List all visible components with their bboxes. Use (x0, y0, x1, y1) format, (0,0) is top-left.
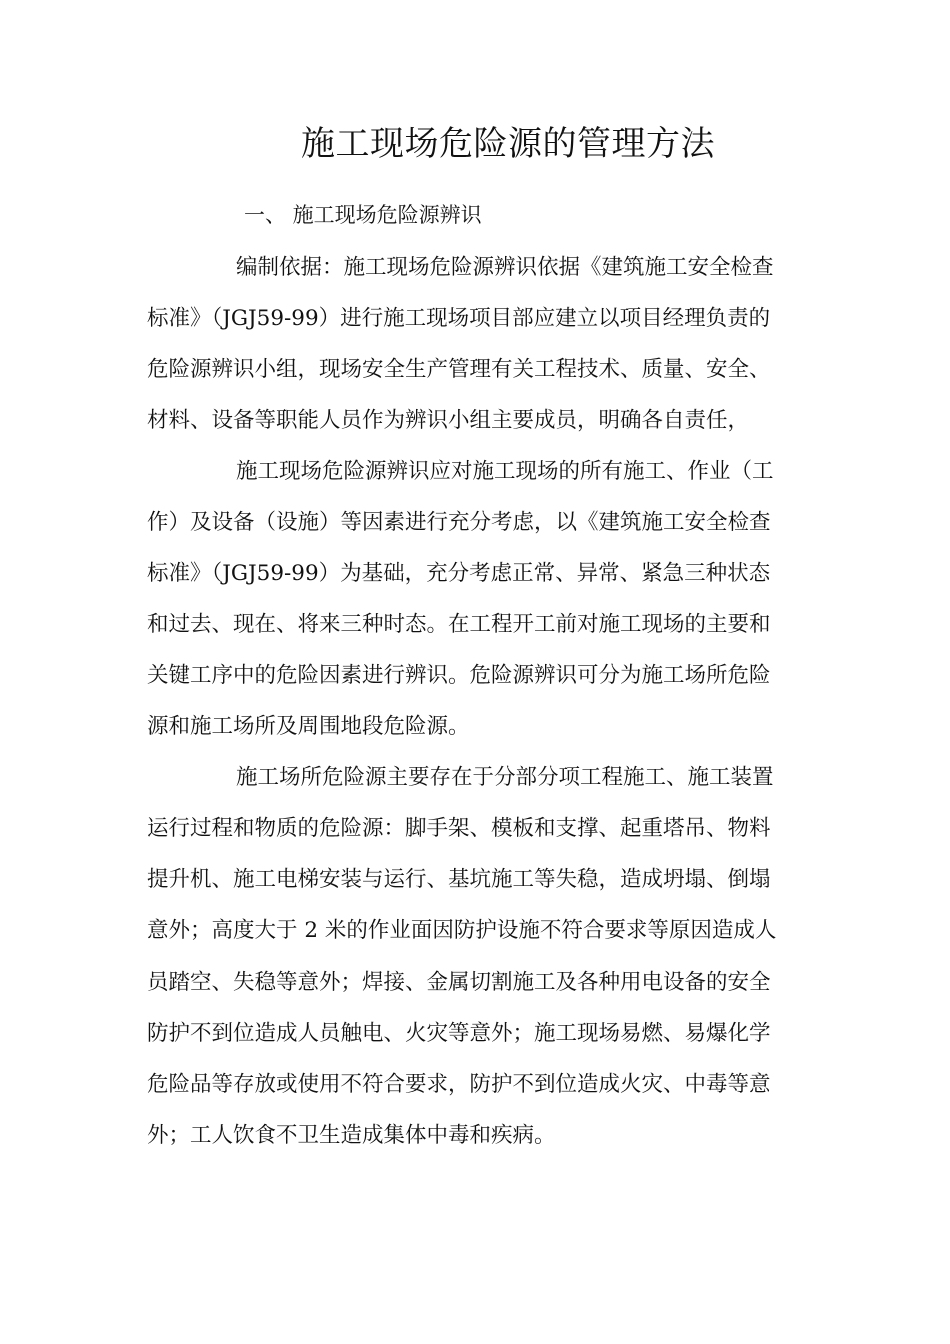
paragraph-3-line-3: 提升机、施工电梯安装与运行、基坑施工等失稳，造成坍塌、倒塌 (147, 867, 771, 892)
paragraph-3-line-4: 意外；高度大于 2 米的作业面因防护设施不符合要求等原因造成人 (147, 918, 777, 943)
paragraph-2-line-4: 和过去、现在、将来三种时态。在工程开工前对施工现场的主要和 (147, 612, 771, 637)
section-heading: 一、 施工现场危险源辨识 (244, 203, 482, 227)
paragraph-2-line-5: 关键工序中的危险因素进行辨识。危险源辨识可分为施工场所危险 (147, 663, 771, 688)
paragraph-3-line-1: 施工场所危险源主要存在于分部分项工程施工、施工装置 (236, 765, 774, 790)
paragraph-2-line-3: 标准》（JGJ59-99）为基础，充分考虑正常、异常、紧急三种状态 (147, 561, 771, 586)
paragraph-3-line-8: 外；工人饮食不卫生造成集体中毒和疾病。 (147, 1123, 556, 1148)
paragraph-1-line-2: 标准》（JGJ59-99）进行施工现场项目部应建立以项目经理负责的 (147, 306, 771, 331)
paragraph-2-line-6: 源和施工场所及周围地段危险源。 (147, 714, 470, 739)
paragraph-3-line-5: 员踏空、失稳等意外；焊接、金属切割施工及各种用电设备的安全 (147, 970, 771, 995)
paragraph-2-line-2: 作）及设备（设施）等因素进行充分考虑，以《建筑施工安全检查 (147, 510, 771, 535)
paragraph-3-line-2: 运行过程和物质的危险源：脚手架、模板和支撑、起重塔吊、物料 (147, 816, 771, 841)
paragraph-3-line-7: 危险品等存放或使用不符合要求，防护不到位造成火灾、中毒等意 (147, 1072, 771, 1097)
paragraph-2-line-1: 施工现场危险源辨识应对施工现场的所有施工、作业（工 (236, 459, 774, 484)
paragraph-1-line-1: 编制依据：施工现场危险源辨识依据《建筑施工安全检查 (236, 255, 774, 280)
paragraph-1-line-3: 危险源辨识小组，现场安全生产管理有关工程技术、质量、安全、 (147, 357, 771, 382)
paragraph-3-line-6: 防护不到位造成人员触电、火灾等意外；施工现场易燃、易爆化学 (147, 1021, 771, 1046)
document-title: 施工现场危险源的管理方法 (301, 124, 715, 164)
paragraph-1-line-4: 材料、设备等职能人员作为辨识小组主要成员，明确各自责任， (147, 408, 750, 433)
